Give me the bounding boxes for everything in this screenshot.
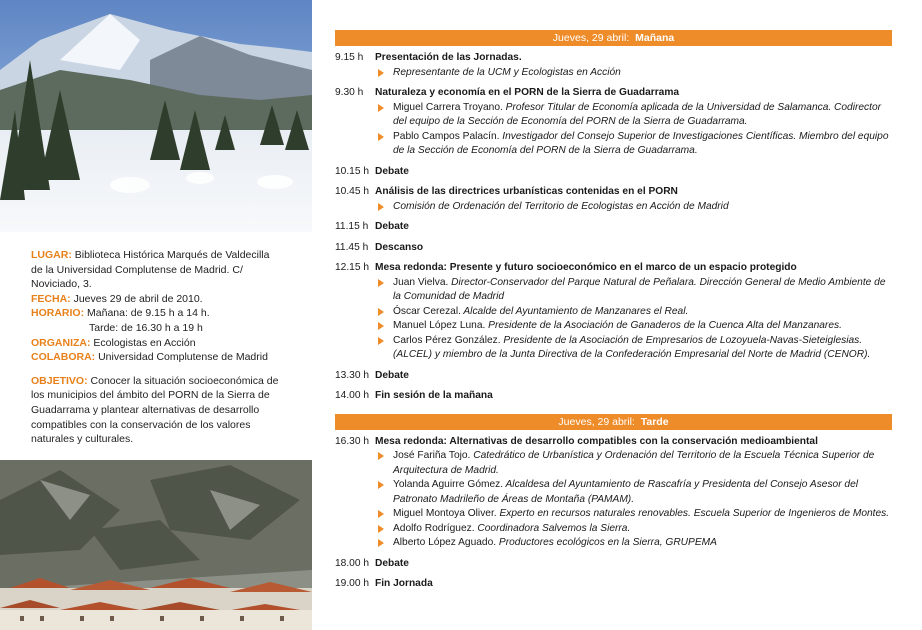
morning-session-list bbox=[335, 46, 892, 404]
speaker-role: Alcaldesa del Ayuntamiento de Rascafría y Presidenta del Consejo Asesor del Patronato Madrileño de Áreas de Montaña (PAMAM). bbox=[393, 479, 859, 505]
afternoon-band-date: Jueves, 29 abril: bbox=[558, 415, 635, 428]
morning-band-part: Mañana bbox=[635, 32, 675, 44]
session-time: 19.00 h bbox=[335, 578, 369, 589]
arrow-bullet-icon bbox=[378, 69, 384, 77]
session-item bbox=[335, 577, 892, 592]
snowy-mountain-photo bbox=[0, 0, 312, 232]
session-time: 11.15 h bbox=[335, 221, 369, 232]
speaker-name: Alberto López Aguado. bbox=[393, 537, 497, 548]
speaker-role: Productores ecológicos en la Sierra, GRUPEMA bbox=[496, 537, 717, 548]
speaker-entry bbox=[375, 130, 892, 159]
organiza-text: Ecologistas en Acción bbox=[93, 336, 196, 349]
session-title: Mesa redonda: Alternativas de desarrollo compatibles con la conservación medioambiental bbox=[375, 435, 818, 447]
objetivo-text: Conocer la situación socioeconómica de los municipios del ámbito del PORN de la Sierra de Guadarrama y plantear alternativas de desarrollo compatibles con la conservación de los valores naturales y culturales. bbox=[31, 374, 279, 446]
fecha-label: FECHA: bbox=[31, 292, 71, 305]
session-title: Fin Jornada bbox=[375, 578, 433, 589]
objetivo-label: OBJETIVO: bbox=[31, 374, 88, 387]
arrow-bullet-icon bbox=[378, 510, 384, 518]
arrow-bullet-icon bbox=[378, 308, 384, 316]
session-item bbox=[335, 51, 892, 80]
session-time: 9.30 h bbox=[335, 87, 364, 98]
speaker-role: Experto en recursos naturales renovables. Escuela Superior de Ingenieros de Montes. bbox=[496, 508, 890, 519]
speaker-entry bbox=[375, 522, 892, 537]
horario-line2: Tarde: de 16.30 h a 19 h bbox=[89, 321, 203, 334]
program-schedule bbox=[335, 30, 892, 598]
session-item bbox=[335, 369, 892, 384]
session-item bbox=[335, 557, 892, 572]
session-time: 18.00 h bbox=[335, 557, 369, 569]
speaker-entry bbox=[375, 276, 892, 305]
speaker-name: Pablo Campos Palacín. bbox=[393, 130, 500, 142]
speaker-name: Miguel Montoya Oliver. bbox=[393, 508, 497, 519]
speaker-role: Comisión de Ordenación del Territorio de Ecologistas en Acción de Madrid bbox=[393, 200, 729, 212]
mountain-village-photo bbox=[0, 460, 312, 630]
session-time: 10.45 h bbox=[335, 186, 369, 197]
speaker-name: Adolfo Rodríguez. bbox=[393, 522, 475, 534]
session-item bbox=[335, 165, 892, 180]
session-time: 16.30 h bbox=[335, 435, 369, 447]
session-item bbox=[335, 435, 892, 551]
speaker-role: Profesor Titular de Economía aplicada de la Universidad de Salamanca. Codirector del equipo de la Sección de Economía del PORN de la Sierra de Guadarrama. bbox=[393, 101, 882, 127]
speaker-role: Coordinadora Salvemos la Sierra. bbox=[474, 522, 631, 534]
speaker-entry bbox=[375, 478, 892, 507]
speaker-name: Juan Vielva. bbox=[393, 276, 449, 288]
session-title: Debate bbox=[375, 369, 409, 381]
session-item bbox=[335, 185, 892, 214]
afternoon-band bbox=[335, 414, 892, 430]
speaker-role: Presidente de la Asociación de Ganaderos de la Cuenca Alta del Manzanares. bbox=[485, 320, 842, 331]
arrow-bullet-icon bbox=[378, 337, 384, 345]
event-info bbox=[31, 248, 281, 447]
session-title: Análisis de las directrices urbanísticas contenidas en el PORN bbox=[375, 186, 678, 197]
speaker-name: Óscar Cerezal. bbox=[393, 305, 461, 317]
session-title: Debate bbox=[375, 165, 409, 177]
afternoon-band-part: Tarde bbox=[640, 415, 669, 428]
speaker-entry bbox=[375, 305, 892, 320]
speaker-entry bbox=[375, 101, 892, 130]
speaker-name: Carlos Pérez González. bbox=[393, 334, 501, 346]
session-title: Descanso bbox=[375, 241, 424, 253]
session-item bbox=[335, 220, 892, 235]
speaker-entry bbox=[375, 66, 892, 81]
session-time: 14.00 h bbox=[335, 390, 369, 401]
speaker-role: Investigador del Consejo Superior de Investigaciones Científicas. Miembro del equipo de la Sección de Economía del PORN de la Sierra de Guadarrama. bbox=[393, 130, 889, 156]
session-title: Debate bbox=[375, 557, 409, 569]
arrow-bullet-icon bbox=[378, 322, 384, 330]
morning-band-date: Jueves, 29 abril: bbox=[552, 32, 630, 44]
morning-band bbox=[335, 30, 892, 46]
left-panel bbox=[0, 0, 312, 630]
session-time: 10.15 h bbox=[335, 165, 369, 177]
colabora-text: Universidad Complutense de Madrid bbox=[98, 351, 268, 364]
arrow-bullet-icon bbox=[378, 104, 384, 112]
arrow-bullet-icon bbox=[378, 203, 384, 211]
speaker-entry bbox=[375, 507, 892, 522]
fecha-text: Jueves 29 de abril de 2010. bbox=[73, 292, 203, 305]
session-title: Debate bbox=[375, 221, 409, 232]
speaker-entry bbox=[375, 334, 892, 363]
session-item bbox=[335, 241, 892, 256]
arrow-bullet-icon bbox=[378, 481, 384, 489]
speaker-entry bbox=[375, 449, 892, 478]
speaker-role: Director-Conservador del Parque Natural de Peñalara. Dirección General de Medio Ambiente de la Comunidad de Madrid bbox=[393, 276, 886, 302]
colabora-label: COLABORA: bbox=[31, 351, 96, 364]
speaker-entry bbox=[375, 319, 892, 334]
arrow-bullet-icon bbox=[378, 452, 384, 460]
speaker-name: José Fariña Tojo. bbox=[393, 450, 471, 461]
arrow-bullet-icon bbox=[378, 133, 384, 141]
session-title: Presentación de las Jornadas. bbox=[375, 52, 522, 63]
speaker-name: Manuel López Luna. bbox=[393, 320, 486, 331]
organiza-label: ORGANIZA: bbox=[31, 336, 91, 349]
speaker-name: Yolanda Aguirre Gómez. bbox=[393, 479, 504, 490]
session-item bbox=[335, 389, 892, 404]
speaker-entry bbox=[375, 536, 892, 551]
speaker-role: Presidente de la Asociación de Empresarios de Lozoyuela-Navas-Sieteiglesias. (ALCEL) y miembro de la Junta Directiva de la Confederación Empresarial del Norte de Madrid (CENOR). bbox=[393, 334, 871, 360]
session-time: 13.30 h bbox=[335, 369, 369, 381]
session-item bbox=[335, 86, 892, 159]
speaker-role: Catedrático de Urbanística y Ordenación del Territorio de la Escuela Técnica Superior de Arquitectura de Madrid. bbox=[393, 450, 875, 476]
arrow-bullet-icon bbox=[378, 539, 384, 547]
session-time: 12.15 h bbox=[335, 262, 369, 273]
horario-line1: Mañana: de 9.15 h a 14 h. bbox=[87, 307, 210, 320]
speaker-role: Representante de la UCM y Ecologistas en Acción bbox=[393, 66, 621, 78]
lugar-label: LUGAR: bbox=[31, 249, 72, 261]
session-time: 11.45 h bbox=[335, 241, 369, 253]
session-title: Mesa redonda: Presente y futuro socioeconómico en el marco de un espacio protegido bbox=[375, 262, 797, 273]
arrow-bullet-icon bbox=[378, 279, 384, 287]
speaker-entry bbox=[375, 200, 892, 215]
session-time: 9.15 h bbox=[335, 52, 364, 63]
session-title: Naturaleza y economía en el PORN de la Sierra de Guadarrama bbox=[375, 87, 680, 98]
session-title: Fin sesión de la mañana bbox=[375, 390, 493, 401]
horario-label: HORARIO: bbox=[31, 307, 85, 320]
afternoon-session-list bbox=[335, 430, 892, 592]
arrow-bullet-icon bbox=[378, 525, 384, 533]
lugar-text: Biblioteca Histórica Marqués de Valdecilla de la Universidad Complutense de Madrid. C/ Noviciado, 3. bbox=[31, 249, 270, 291]
speaker-name: Miguel Carrera Troyano. bbox=[393, 101, 503, 113]
speaker-role: Alcalde del Ayuntamiento de Manzanares el Real. bbox=[460, 305, 689, 317]
session-item bbox=[335, 261, 892, 363]
